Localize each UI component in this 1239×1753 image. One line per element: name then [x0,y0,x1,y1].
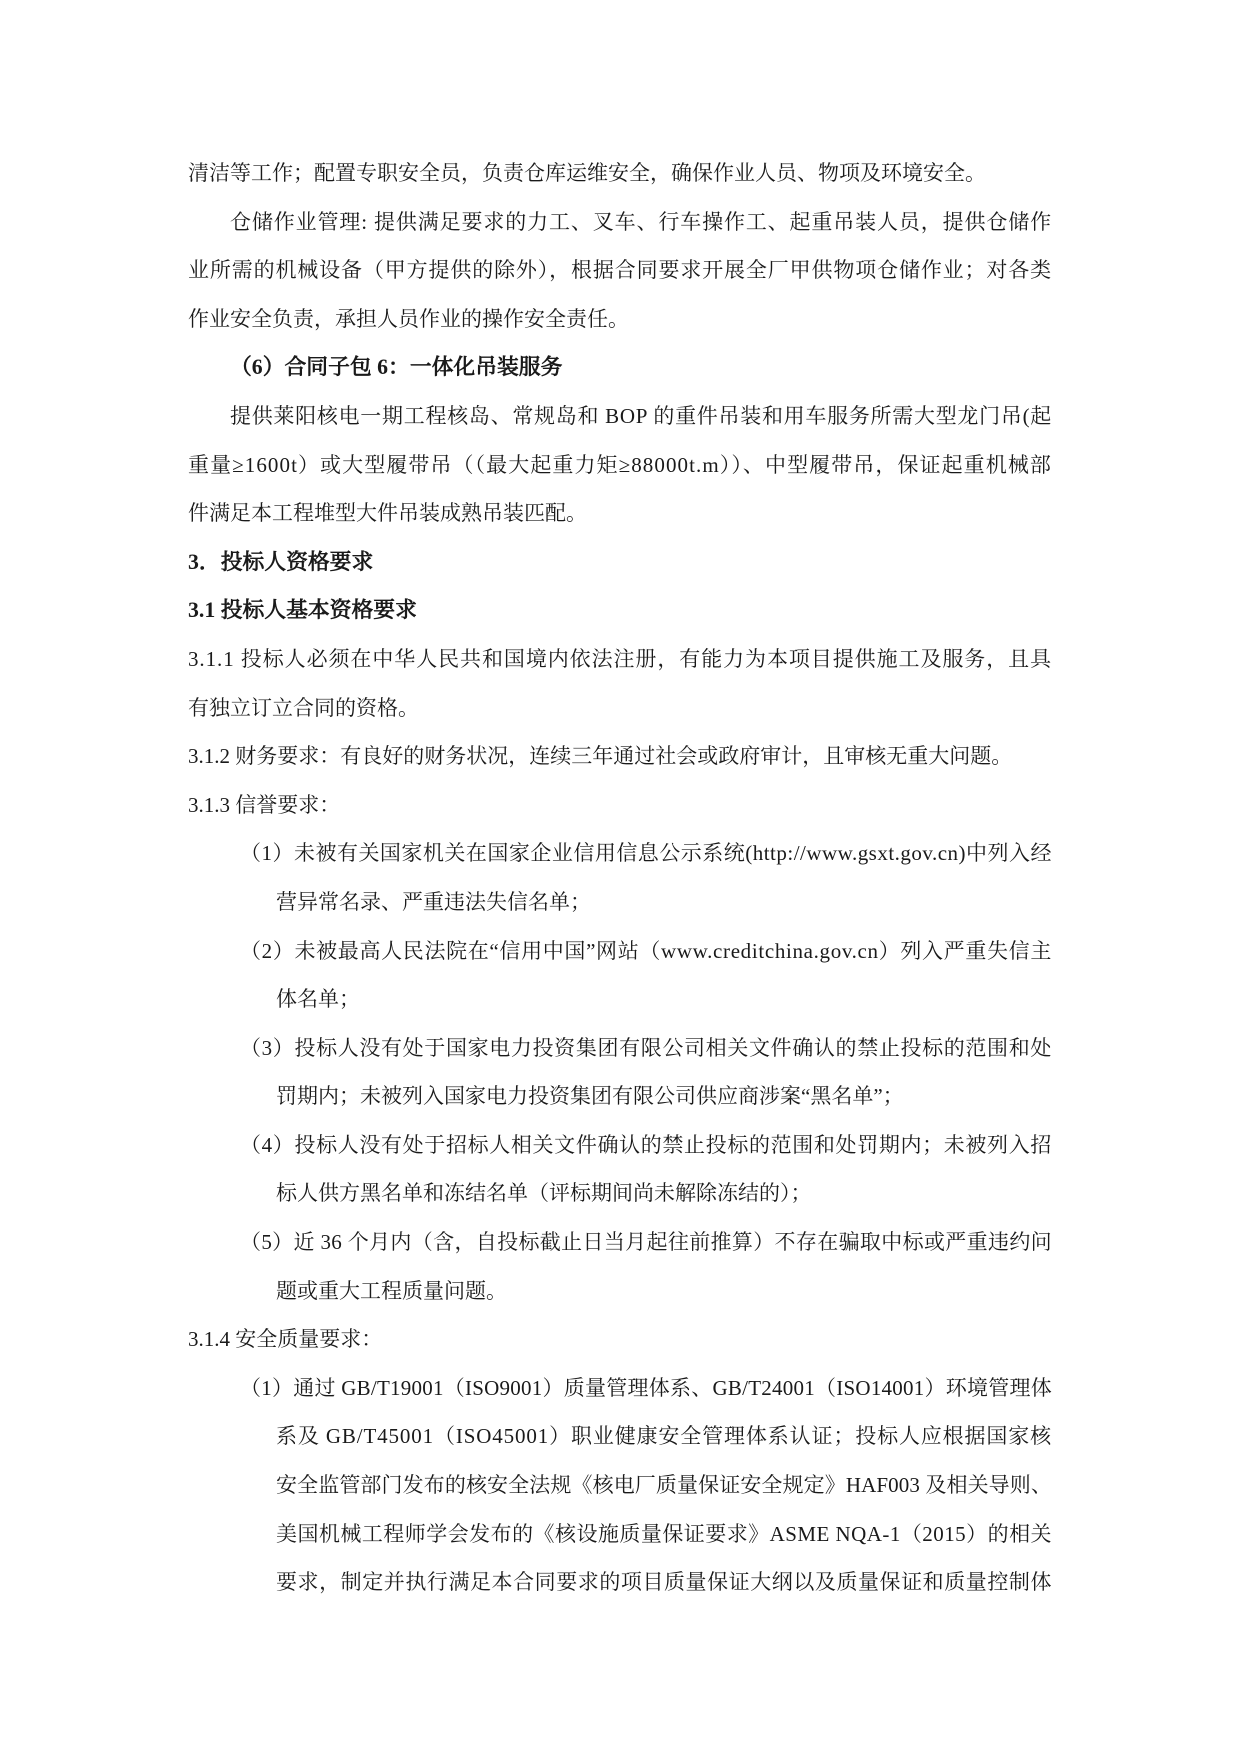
text-line [188,198,1052,247]
text-line [188,732,1052,781]
text-line [188,684,1052,733]
text-line [188,392,1052,441]
list-item-line [188,1461,1052,1510]
quality-item-1 [188,1364,1052,1607]
text-run: 作业安全负责，承担人员作业的操作安全责任。 [188,306,629,331]
text-run: 3.1.4 安全质量要求： [188,1327,383,1352]
text-line [188,246,1052,295]
text-run: （1）通过 GB/T19001（ISO9001）质量管理体系、GB/T24001（ISO14001）环境管理体 [240,1375,1052,1400]
credit-item-4 [188,1121,1052,1218]
para-3-1-2-finance [188,732,1052,781]
list-item-line [188,1072,1052,1121]
para-cleaning-continuation [188,149,1052,198]
heading-line [188,343,1052,392]
credit-item-1 [188,829,1052,926]
text-run: （6）合同子包 6：一体化吊装服务 [230,355,563,380]
text-run: 3.1 投标人基本资格要求 [188,598,417,623]
text-run: 仓储作业管理: 提供满足要求的力工、叉车、行车操作工、起重吊装人员，提供仓储作 [230,209,1052,234]
document-content [188,149,1052,1607]
text-run: 营异常名录、严重违法失信名单； [276,889,591,914]
text-run: 件满足本工程堆型大件吊装成熟吊装匹配。 [188,501,587,526]
text-line [188,149,1052,198]
text-run: 题或重大工程质量问题。 [276,1278,507,1303]
text-run: 3．投标人资格要求 [188,549,374,574]
para-3-1-4-safety-quality [188,1315,1052,1364]
list-item-line [188,927,1052,976]
text-run: 提供莱阳核电一期工程核岛、常规岛和 BOP 的重件吊装和用车服务所需大型龙门吊(起 [230,403,1052,428]
text-run: 清洁等工作；配置专职安全员，负责仓库运维安全，确保作业人员、物项及环境安全。 [188,161,986,185]
text-line [188,295,1052,344]
text-line [188,441,1052,490]
list-item-line [188,975,1052,1024]
text-line [188,1315,1052,1364]
list-item-line [188,1121,1052,1170]
list-item-line [188,1558,1052,1607]
text-line [188,781,1052,830]
text-line [188,635,1052,684]
list-item-line [188,1169,1052,1218]
text-run: 3.1.1 投标人必须在中华人民共和国境内依法注册，有能力为本项目提供施工及服务，且具 [188,646,1052,671]
text-run: 系及 GB/T45001（ISO45001）职业健康安全管理体系认证；投标人应根据国家核 [276,1424,1052,1449]
text-run: （3）投标人没有处于国家电力投资集团有限公司相关文件确认的禁止投标的范围和处 [240,1035,1052,1060]
para-lifting-service [188,392,1052,538]
text-run: 美国机械工程师学会发布的《核设施质量保证要求》ASME NQA-1（2015）的相关 [276,1521,1052,1546]
list-item-line [188,1024,1052,1073]
text-run: 业所需的机械设备（甲方提供的除外），根据合同要求开展全厂甲供物项仓储作业；对各类 [188,258,1052,283]
text-run: 要求，制定并执行满足本合同要求的项目质量保证大纲以及质量保证和质量控制体 [276,1570,1052,1595]
text-run: 重量≥1600t）或大型履带吊（（最大起重力矩≥88000t.m））、中型履带吊，保证起重机械部 [188,452,1052,477]
text-run: 体名单； [276,987,360,1012]
credit-item-5 [188,1218,1052,1315]
heading-section-3 [188,538,1052,587]
credit-item-2 [188,927,1052,1024]
list-item-line [188,1218,1052,1267]
list-item-line [188,1267,1052,1316]
text-line [188,489,1052,538]
heading-contract-subpackage-6 [188,343,1052,392]
para-warehouse-operations [188,198,1052,344]
text-run: 罚期内；未被列入国家电力投资集团有限公司供应商涉案“黑名单”； [276,1084,904,1109]
para-3-1-1-registration [188,635,1052,732]
list-item-line [188,829,1052,878]
list-item-line [188,1412,1052,1461]
text-run: （1）未被有关国家机关在国家企业信用信息公示系统(http://www.gsxt.gov.cn)中列入经 [240,841,1052,866]
text-run: 标人供方黑名单和冻结名单（评标期间尚未解除冻结的）； [276,1181,812,1206]
list-item-line [188,878,1052,927]
heading-line [188,586,1052,635]
heading-section-3-1 [188,586,1052,635]
list-item-line [188,1364,1052,1413]
text-run: （5）近 36 个月内（含，自投标截止日当月起往前推算）不存在骗取中标或严重违约问 [240,1230,1052,1255]
text-run: 安全监管部门发布的核安全法规《核电厂质量保证安全规定》HAF003 及相关导则、 [276,1473,1052,1498]
heading-line [188,538,1052,587]
credit-item-3 [188,1024,1052,1121]
para-3-1-3-credit [188,781,1052,830]
text-run: （4）投标人没有处于招标人相关文件确认的禁止投标的范围和处罚期内；未被列入招 [240,1132,1052,1157]
text-run: （2）未被最高人民法院在“信用中国”网站（www.creditchina.gov.cn）列入严重失信主 [240,938,1052,963]
text-run: 3.1.3 信誉要求： [188,792,341,817]
text-run: 3.1.2 财务要求：有良好的财务状况，连续三年通过社会或政府审计，且审核无重大问题。 [188,744,1013,769]
list-item-line [188,1510,1052,1559]
text-run: 有独立订立合同的资格。 [188,695,419,720]
